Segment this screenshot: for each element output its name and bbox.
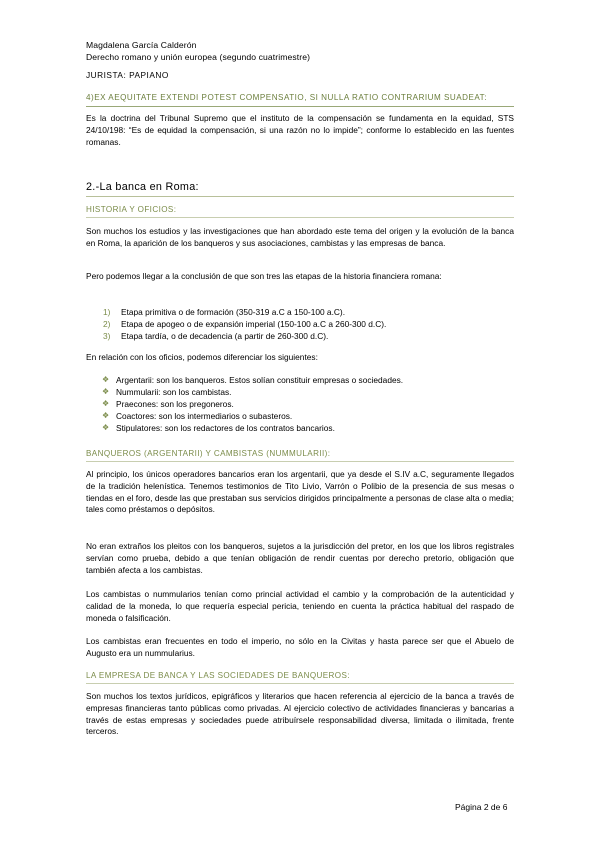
- diamond-bullet-icon: ❖: [102, 399, 110, 408]
- paragraph-stages-intro: Pero podemos llegar a la conclusión de que son tres las etapas de la historia financiera romana:: [86, 271, 442, 281]
- list-item-text: Etapa primitiva o de formación (350-319 a.C a 150-100 a.C).: [121, 307, 346, 317]
- offices-list: [86, 374, 514, 434]
- subheading-divider: [86, 683, 514, 684]
- section-divider: [86, 196, 514, 197]
- list-item-text: Etapa de apogeo o de expansión imperial (150-100 a.C a 260-300 d.C).: [121, 319, 387, 329]
- paragraph-lawsuits: No eran extraños los pleitos con los banqueros, sujetos a la jurisdicción del pretor, en los que los libros registrales servían como prueba, debido a que tenían obligación de rendir cuentas por derecho pretorio, obligación que también afecta a los cambistas.: [86, 541, 514, 575]
- page-number: Página 2 de 6: [455, 802, 508, 812]
- list-item: [86, 306, 514, 318]
- list-item: [86, 410, 514, 422]
- list-item-text: Coactores: son los intermediarios o subasteros.: [116, 411, 293, 421]
- paragraph-companies: Son muchos los textos jurídicos, epigráficos y literarios que hacen referencia al ejercicio de la banca a través de empresas financieras tanto públicas como privadas. Al ejercicio colectivo de actividades financieras y bancarias a través de estas empresas y sociedades puede atribuírsele responsabilidad diversa, limitada o ilimitada, frente terceros.: [86, 691, 514, 737]
- diamond-bullet-icon: ❖: [102, 411, 110, 420]
- subheading-divider: [86, 217, 514, 218]
- list-number: 2): [103, 319, 111, 329]
- list-item: [86, 422, 514, 434]
- paragraph-studies: Son muchos los estudios y las investigaciones que han abordado este tema del origen y la evolución de la banca en Roma, la aparición de los banqueros y sus asociaciones, cambistas y las empresas de banca.: [86, 226, 514, 248]
- subheading-divider: [86, 461, 514, 462]
- diamond-bullet-icon: ❖: [102, 375, 110, 384]
- list-number: 3): [103, 331, 111, 341]
- diamond-bullet-icon: ❖: [102, 387, 110, 396]
- section-title: 2.-La banca en Roma:: [86, 181, 199, 193]
- stages-list: [86, 306, 514, 342]
- header-author: Magdalena García Calderón: [86, 40, 197, 50]
- paragraph-nummularii: Los cambistas o nummularios tenían como princial actividad el cambio y la comprobación de la autenticidad y calidad de la moneda, lo que requería especial pericia, teniendo en cuenta la práctica habitual del raspado de moneda o falsificación.: [86, 589, 514, 623]
- list-number: 1): [103, 307, 111, 317]
- jurista-label: JURISTA: PAPIANO: [86, 70, 169, 80]
- maxim-divider: [86, 106, 514, 107]
- list-item-text: Etapa tardía, o de decadencia (a partir de 260-300 d.C).: [121, 331, 329, 341]
- list-item: [86, 318, 514, 330]
- diamond-bullet-icon: ❖: [102, 423, 110, 432]
- maxim-heading: 4)EX AEQUITATE EXTENDI POTEST COMPENSATIO, SI NULLA RATIO CONTRARIUM SUADEAT:: [86, 93, 487, 102]
- paragraph-cambistas: Los cambistas eran frecuentes en todo el imperio, no sólo en la Civitas y hasta parece ser que el Abuelo de Augusto era un nummularius.: [86, 636, 514, 658]
- list-item-text: Stipulatores: son los redactores de los contratos bancarios.: [116, 423, 335, 433]
- list-item: [86, 374, 514, 386]
- list-item-text: Praecones: son los pregoneros.: [116, 399, 234, 409]
- paragraph-offices-intro: En relación con los oficios, podemos diferenciar los siguientes:: [86, 352, 318, 362]
- list-item-text: Nummularii: son los cambistas.: [116, 387, 232, 397]
- list-item: [86, 386, 514, 398]
- subheading-banking-companies: LA EMPRESA DE BANCA Y LAS SOCIEDADES DE BANQUEROS:: [86, 671, 350, 680]
- header-course: Derecho romano y unión europea (segundo cuatrimestre): [86, 52, 311, 62]
- subheading-history: HISTORIA Y OFICIOS:: [86, 205, 177, 214]
- paragraph-argentarii: Al principio, los únicos operadores bancarios eran los argentarii, que ya desde el S.IV a.C, seguramente llegados de la tradición helenística. Tenemos testimonios de Tito Livio, Varrón o Polibio de la presencia de sus mesas o tiendas en el foro, desde las que prestaban sus servicios dirigidos principalmente a personas de clase alta o media; tales como préstamos o depósitos.: [86, 469, 514, 515]
- list-item: [86, 330, 514, 342]
- list-item: [86, 398, 514, 410]
- list-item-text: Argentarii: son los banqueros. Estos solían constituir empresas o sociedades.: [116, 375, 404, 385]
- paragraph-compensation: Es la doctrina del Tribunal Supremo que el instituto de la compensación se fundamenta en la equidad, STS 24/10/198: “Es de equidad la compensación, si una razón no lo impide”; conforme lo establecido en las fuentes romanas.: [86, 113, 514, 147]
- subheading-bankers: BANQUEROS (ARGENTARII) Y CAMBISTAS (NUMMULARII):: [86, 449, 331, 458]
